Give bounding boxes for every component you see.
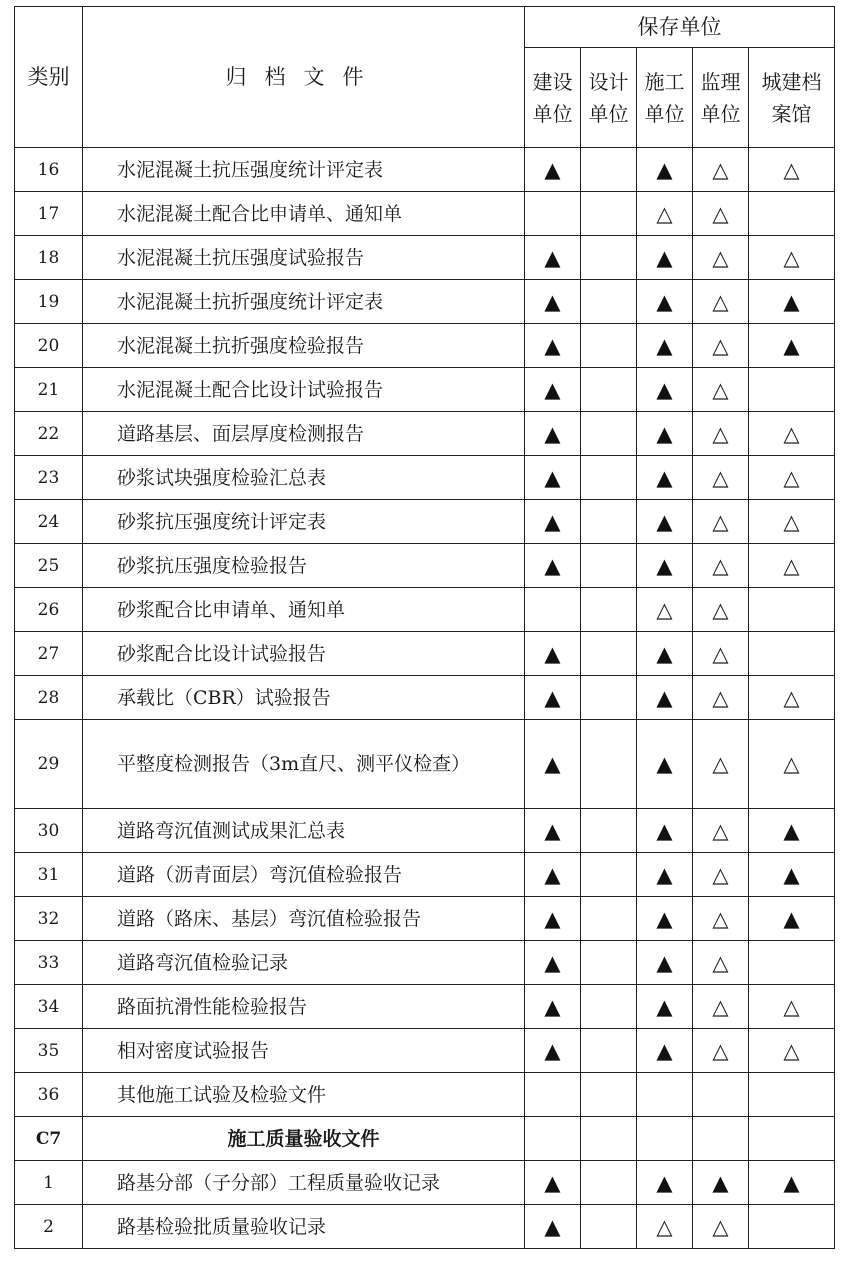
table-row	[15, 500, 835, 544]
mark-cell-design	[581, 324, 637, 368]
open-triangle-icon: △	[783, 553, 800, 578]
filled-triangle-icon: ▲	[544, 950, 561, 975]
mark-cell-contractor	[637, 1117, 693, 1161]
table-row	[15, 676, 835, 720]
open-triangle-icon: △	[712, 553, 729, 578]
filled-triangle-icon: ▲	[656, 906, 673, 931]
table-row	[15, 1161, 835, 1205]
mark-cell-archive	[749, 1073, 835, 1117]
mark-cell-supervision	[693, 632, 749, 676]
table-row	[15, 368, 835, 412]
mark-cell-supervision	[693, 1117, 749, 1161]
mark-cell-archive	[749, 1029, 835, 1073]
mark-cell-supervision	[693, 1073, 749, 1117]
filled-triangle-icon: ▲	[783, 862, 800, 887]
filled-triangle-icon: ▲	[656, 685, 673, 710]
mark-cell-archive	[749, 192, 835, 236]
mark-cell-design	[581, 368, 637, 412]
row-category-cell: 26	[15, 588, 83, 632]
table-row	[15, 148, 835, 192]
table-row	[15, 544, 835, 588]
mark-cell-construction	[525, 412, 581, 456]
open-triangle-icon: △	[712, 421, 729, 446]
open-triangle-icon: △	[783, 465, 800, 490]
archive-table	[14, 6, 835, 1249]
mark-cell-supervision	[693, 412, 749, 456]
open-triangle-icon: △	[783, 157, 800, 182]
filled-triangle-icon: ▲	[544, 641, 561, 666]
mark-cell-construction	[525, 192, 581, 236]
table-body	[15, 148, 835, 1249]
mark-cell-archive	[749, 500, 835, 544]
mark-cell-construction	[525, 720, 581, 809]
unit-header-archive: 城建档 案馆	[749, 48, 835, 148]
mark-cell-supervision	[693, 985, 749, 1029]
filled-triangle-icon: ▲	[783, 818, 800, 843]
filled-triangle-icon: ▲	[783, 289, 800, 314]
mark-cell-contractor	[637, 324, 693, 368]
filled-triangle-icon: ▲	[544, 1038, 561, 1063]
mark-cell-construction	[525, 368, 581, 412]
documents-header: 归档文件	[83, 7, 525, 148]
table-row	[15, 280, 835, 324]
mark-cell-archive	[749, 544, 835, 588]
table-row	[15, 941, 835, 985]
mark-cell-contractor	[637, 412, 693, 456]
mark-cell-contractor	[637, 676, 693, 720]
row-category-cell: 19	[15, 280, 83, 324]
row-document-name: 道路（沥青面层）弯沉值检验报告	[83, 853, 525, 897]
mark-cell-supervision	[693, 1161, 749, 1205]
unit-header-supervision: 监理 单位	[693, 48, 749, 148]
row-category-cell: 16	[15, 148, 83, 192]
mark-cell-construction	[525, 676, 581, 720]
row-category-cell: 17	[15, 192, 83, 236]
mark-cell-archive	[749, 1117, 835, 1161]
row-category-cell: 1	[15, 1161, 83, 1205]
row-category-cell: 18	[15, 236, 83, 280]
row-category-cell: 22	[15, 412, 83, 456]
mark-cell-supervision	[693, 324, 749, 368]
row-category-cell: 21	[15, 368, 83, 412]
mark-cell-contractor	[637, 853, 693, 897]
row-document-name: 施工质量验收文件	[83, 1117, 525, 1161]
row-category-cell: 33	[15, 941, 83, 985]
row-category-cell: 32	[15, 897, 83, 941]
open-triangle-icon: △	[712, 862, 729, 887]
mark-cell-contractor	[637, 897, 693, 941]
table-row	[15, 588, 835, 632]
row-document-name: 砂浆抗压强度统计评定表	[83, 500, 525, 544]
row-document-name: 平整度检测报告（3m直尺、测平仪检查）	[83, 720, 525, 809]
storage-group-header: 保存单位	[525, 7, 835, 48]
row-document-name: 道路弯沉值检验记录	[83, 941, 525, 985]
filled-triangle-icon: ▲	[656, 752, 673, 776]
mark-cell-contractor	[637, 632, 693, 676]
mark-cell-contractor	[637, 456, 693, 500]
mark-cell-design	[581, 148, 637, 192]
mark-cell-construction	[525, 941, 581, 985]
filled-triangle-icon: ▲	[656, 377, 673, 402]
row-category-cell: 27	[15, 632, 83, 676]
filled-triangle-icon: ▲	[544, 862, 561, 887]
mark-cell-supervision	[693, 720, 749, 809]
mark-cell-supervision	[693, 368, 749, 412]
table-row	[15, 456, 835, 500]
mark-cell-construction	[525, 1205, 581, 1249]
mark-cell-contractor	[637, 280, 693, 324]
row-category-cell: 2	[15, 1205, 83, 1249]
filled-triangle-icon: ▲	[656, 289, 673, 314]
row-document-name: 水泥混凝土抗压强度统计评定表	[83, 148, 525, 192]
open-triangle-icon: △	[712, 465, 729, 490]
open-triangle-icon: △	[712, 333, 729, 358]
mark-cell-design	[581, 1161, 637, 1205]
mark-cell-supervision	[693, 676, 749, 720]
mark-cell-design	[581, 676, 637, 720]
mark-cell-design	[581, 809, 637, 853]
mark-cell-supervision	[693, 280, 749, 324]
mark-cell-supervision	[693, 588, 749, 632]
mark-cell-design	[581, 632, 637, 676]
filled-triangle-icon: ▲	[656, 950, 673, 975]
mark-cell-contractor	[637, 544, 693, 588]
row-document-name: 相对密度试验报告	[83, 1029, 525, 1073]
mark-cell-archive	[749, 809, 835, 853]
mark-cell-construction	[525, 456, 581, 500]
filled-triangle-icon: ▲	[656, 509, 673, 534]
row-document-name: 砂浆试块强度检验汇总表	[83, 456, 525, 500]
mark-cell-supervision	[693, 853, 749, 897]
mark-cell-construction	[525, 632, 581, 676]
row-document-name: 砂浆配合比申请单、通知单	[83, 588, 525, 632]
mark-cell-design	[581, 941, 637, 985]
mark-cell-design	[581, 236, 637, 280]
filled-triangle-icon: ▲	[656, 245, 673, 270]
open-triangle-icon: △	[712, 818, 729, 843]
table-row	[15, 632, 835, 676]
mark-cell-supervision	[693, 941, 749, 985]
row-document-name: 道路弯沉值测试成果汇总表	[83, 809, 525, 853]
mark-cell-design	[581, 412, 637, 456]
filled-triangle-icon: ▲	[656, 994, 673, 1019]
mark-cell-design	[581, 280, 637, 324]
table-row	[15, 720, 835, 809]
row-category-cell: 30	[15, 809, 83, 853]
open-triangle-icon: △	[712, 377, 729, 402]
mark-cell-construction	[525, 1029, 581, 1073]
unit-header-construction: 建设 单位	[525, 48, 581, 148]
row-document-name: 水泥混凝土配合比申请单、通知单	[83, 192, 525, 236]
mark-cell-contractor	[637, 985, 693, 1029]
mark-cell-archive	[749, 148, 835, 192]
open-triangle-icon: △	[783, 509, 800, 534]
mark-cell-archive	[749, 412, 835, 456]
open-triangle-icon: △	[783, 245, 800, 270]
row-document-name: 水泥混凝土抗压强度试验报告	[83, 236, 525, 280]
row-document-name: 路面抗滑性能检验报告	[83, 985, 525, 1029]
mark-cell-construction	[525, 1161, 581, 1205]
mark-cell-archive	[749, 632, 835, 676]
filled-triangle-icon: ▲	[656, 465, 673, 490]
filled-triangle-icon: ▲	[656, 421, 673, 446]
mark-cell-archive	[749, 720, 835, 809]
row-document-name: 道路（路床、基层）弯沉值检验报告	[83, 897, 525, 941]
table-header	[15, 7, 835, 148]
mark-cell-supervision	[693, 809, 749, 853]
row-document-name: 路基检验批质量验收记录	[83, 1205, 525, 1249]
filled-triangle-icon: ▲	[544, 1214, 561, 1239]
mark-cell-archive	[749, 588, 835, 632]
row-category-cell: 35	[15, 1029, 83, 1073]
mark-cell-contractor	[637, 1073, 693, 1117]
open-triangle-icon: △	[712, 906, 729, 931]
mark-cell-construction	[525, 1073, 581, 1117]
row-document-name: 水泥混凝土抗折强度检验报告	[83, 324, 525, 368]
category-header: 类别	[15, 7, 83, 148]
mark-cell-construction	[525, 236, 581, 280]
mark-cell-archive	[749, 941, 835, 985]
filled-triangle-icon: ▲	[544, 685, 561, 710]
open-triangle-icon: △	[712, 685, 729, 710]
mark-cell-supervision	[693, 1029, 749, 1073]
open-triangle-icon: △	[783, 994, 800, 1019]
open-triangle-icon: △	[656, 201, 673, 226]
table-row	[15, 324, 835, 368]
row-document-name: 路基分部（子分部）工程质量验收记录	[83, 1161, 525, 1205]
filled-triangle-icon: ▲	[656, 333, 673, 358]
table-row	[15, 897, 835, 941]
mark-cell-archive	[749, 236, 835, 280]
open-triangle-icon: △	[783, 752, 800, 776]
mark-cell-archive	[749, 853, 835, 897]
filled-triangle-icon: ▲	[783, 1170, 800, 1195]
unit-header-design: 设计 单位	[581, 48, 637, 148]
table-row	[15, 985, 835, 1029]
mark-cell-construction	[525, 544, 581, 588]
open-triangle-icon: △	[656, 1214, 673, 1239]
mark-cell-design	[581, 544, 637, 588]
table-row	[15, 1073, 835, 1117]
row-document-name: 砂浆抗压强度检验报告	[83, 544, 525, 588]
mark-cell-contractor	[637, 368, 693, 412]
open-triangle-icon: △	[712, 752, 729, 776]
mark-cell-contractor	[637, 1161, 693, 1205]
mark-cell-archive	[749, 1205, 835, 1249]
mark-cell-supervision	[693, 500, 749, 544]
open-triangle-icon: △	[656, 597, 673, 622]
filled-triangle-icon: ▲	[544, 752, 561, 776]
filled-triangle-icon: ▲	[544, 465, 561, 490]
mark-cell-contractor	[637, 236, 693, 280]
open-triangle-icon: △	[712, 1038, 729, 1063]
mark-cell-supervision	[693, 192, 749, 236]
mark-cell-design	[581, 1117, 637, 1161]
mark-cell-construction	[525, 324, 581, 368]
mark-cell-construction	[525, 897, 581, 941]
filled-triangle-icon: ▲	[544, 906, 561, 931]
row-document-name: 水泥混凝土抗折强度统计评定表	[83, 280, 525, 324]
open-triangle-icon: △	[712, 950, 729, 975]
row-category-cell: 36	[15, 1073, 83, 1117]
filled-triangle-icon: ▲	[544, 245, 561, 270]
row-document-name: 砂浆配合比设计试验报告	[83, 632, 525, 676]
mark-cell-contractor	[637, 1205, 693, 1249]
mark-cell-contractor	[637, 941, 693, 985]
table-row	[15, 236, 835, 280]
row-category-cell: 20	[15, 324, 83, 368]
mark-cell-design	[581, 1205, 637, 1249]
filled-triangle-icon: ▲	[544, 157, 561, 182]
mark-cell-contractor	[637, 148, 693, 192]
row-category-cell: 29	[15, 720, 83, 809]
mark-cell-contractor	[637, 720, 693, 809]
mark-cell-design	[581, 1029, 637, 1073]
filled-triangle-icon: ▲	[712, 1170, 729, 1195]
filled-triangle-icon: ▲	[656, 553, 673, 578]
table-row	[15, 853, 835, 897]
row-category-cell: 34	[15, 985, 83, 1029]
row-category-cell: C7	[15, 1117, 83, 1161]
row-category-cell: 31	[15, 853, 83, 897]
filled-triangle-icon: ▲	[783, 333, 800, 358]
mark-cell-contractor	[637, 1029, 693, 1073]
mark-cell-construction	[525, 588, 581, 632]
mark-cell-archive	[749, 1161, 835, 1205]
filled-triangle-icon: ▲	[544, 818, 561, 843]
filled-triangle-icon: ▲	[544, 994, 561, 1019]
filled-triangle-icon: ▲	[656, 862, 673, 887]
mark-cell-supervision	[693, 236, 749, 280]
mark-cell-archive	[749, 368, 835, 412]
mark-cell-contractor	[637, 809, 693, 853]
mark-cell-contractor	[637, 500, 693, 544]
mark-cell-construction	[525, 985, 581, 1029]
mark-cell-design	[581, 588, 637, 632]
filled-triangle-icon: ▲	[544, 509, 561, 534]
open-triangle-icon: △	[712, 201, 729, 226]
mark-cell-construction	[525, 809, 581, 853]
mark-cell-construction	[525, 500, 581, 544]
unit-header-contractor: 施工 单位	[637, 48, 693, 148]
mark-cell-supervision	[693, 897, 749, 941]
filled-triangle-icon: ▲	[656, 1170, 673, 1195]
filled-triangle-icon: ▲	[544, 421, 561, 446]
row-category-cell: 25	[15, 544, 83, 588]
filled-triangle-icon: ▲	[544, 333, 561, 358]
mark-cell-construction	[525, 1117, 581, 1161]
mark-cell-archive	[749, 280, 835, 324]
mark-cell-supervision	[693, 148, 749, 192]
mark-cell-design	[581, 500, 637, 544]
section-row	[15, 1117, 835, 1161]
row-document-name: 水泥混凝土配合比设计试验报告	[83, 368, 525, 412]
mark-cell-archive	[749, 456, 835, 500]
mark-cell-design	[581, 456, 637, 500]
mark-cell-design	[581, 1073, 637, 1117]
open-triangle-icon: △	[783, 421, 800, 446]
open-triangle-icon: △	[712, 597, 729, 622]
row-category-cell: 28	[15, 676, 83, 720]
mark-cell-supervision	[693, 1205, 749, 1249]
filled-triangle-icon: ▲	[656, 1038, 673, 1063]
mark-cell-construction	[525, 280, 581, 324]
mark-cell-contractor	[637, 192, 693, 236]
table-row	[15, 1029, 835, 1073]
mark-cell-design	[581, 720, 637, 809]
filled-triangle-icon: ▲	[544, 553, 561, 578]
row-document-name: 道路基层、面层厚度检测报告	[83, 412, 525, 456]
open-triangle-icon: △	[712, 245, 729, 270]
filled-triangle-icon: ▲	[656, 157, 673, 182]
mark-cell-archive	[749, 324, 835, 368]
open-triangle-icon: △	[712, 157, 729, 182]
table-row	[15, 1205, 835, 1249]
mark-cell-design	[581, 897, 637, 941]
mark-cell-archive	[749, 985, 835, 1029]
mark-cell-supervision	[693, 456, 749, 500]
open-triangle-icon: △	[712, 994, 729, 1019]
mark-cell-construction	[525, 148, 581, 192]
row-document-name: 其他施工试验及检验文件	[83, 1073, 525, 1117]
filled-triangle-icon: ▲	[656, 641, 673, 666]
mark-cell-archive	[749, 676, 835, 720]
filled-triangle-icon: ▲	[656, 818, 673, 843]
open-triangle-icon: △	[783, 685, 800, 710]
mark-cell-construction	[525, 853, 581, 897]
open-triangle-icon: △	[712, 641, 729, 666]
open-triangle-icon: △	[712, 509, 729, 534]
open-triangle-icon: △	[712, 289, 729, 314]
filled-triangle-icon: ▲	[544, 1170, 561, 1195]
mark-cell-design	[581, 192, 637, 236]
filled-triangle-icon: ▲	[544, 289, 561, 314]
mark-cell-contractor	[637, 588, 693, 632]
mark-cell-design	[581, 853, 637, 897]
mark-cell-archive	[749, 897, 835, 941]
row-category-cell: 23	[15, 456, 83, 500]
table-row	[15, 412, 835, 456]
open-triangle-icon: △	[712, 1214, 729, 1239]
row-document-name: 承载比（CBR）试验报告	[83, 676, 525, 720]
mark-cell-supervision	[693, 544, 749, 588]
mark-cell-design	[581, 985, 637, 1029]
open-triangle-icon: △	[783, 1038, 800, 1063]
table-row	[15, 192, 835, 236]
row-category-cell: 24	[15, 500, 83, 544]
filled-triangle-icon: ▲	[783, 906, 800, 931]
filled-triangle-icon: ▲	[544, 377, 561, 402]
table-row	[15, 809, 835, 853]
